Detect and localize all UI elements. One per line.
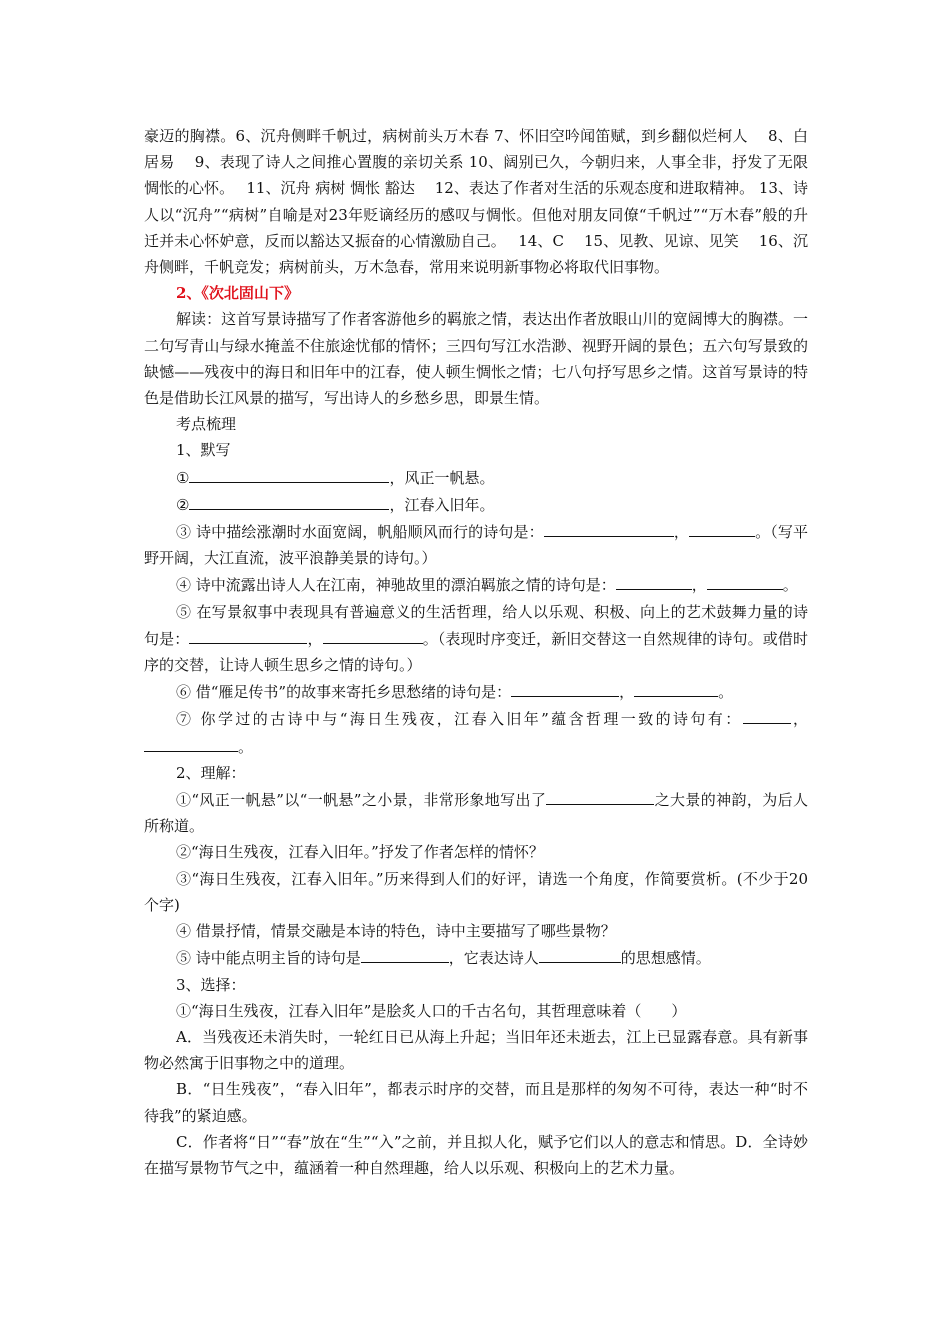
option-b: B．“日生残夜”，“春入旧年”，都表示时序的交替，而且是那样的匆匆不可待，表达一种“时不待我”的紧迫感。: [144, 1080, 808, 1125]
section-heading: 2、《次北固山下》: [176, 284, 299, 303]
document-content: [144, 123, 808, 1181]
answer-blank[interactable]: [616, 571, 692, 590]
part1-q6: ⑥ 借“雁足传书”的故事来寄托乡思愁绪的诗句是： ， 。: [144, 678, 808, 705]
answer-blank[interactable]: [707, 571, 783, 590]
part1-q1: ① ，风正一帆悬。: [144, 464, 808, 491]
answer-blank[interactable]: [544, 518, 674, 537]
exam-points-title: 考点梳理: [176, 415, 237, 434]
answer-blank[interactable]: [546, 786, 654, 805]
part1-q3: ③ 诗中描绘涨潮时水面宽阔，帆船顺风而行的诗句是： ， 。（写平野开阔，大江直流，波平浪静美景的诗句。）: [144, 518, 808, 571]
answer-blank[interactable]: [743, 705, 791, 724]
answer-blank[interactable]: [189, 625, 307, 644]
part2-q2: ②“海日生残夜，江春入旧年。”抒发了作者怎样的情怀？: [176, 843, 544, 862]
part1-q5: ⑤ 在写景叙事中表现具有普遍意义的生活哲理，给人以乐观、积极、向上的艺术鼓舞力量的诗句是： ， 。（表现时序变迁，新旧交替这一自然规律的诗句。或借时序的交替，让诗人顿生思乡之情的诗句。）: [144, 602, 808, 675]
part3-q1: ①“海日生残夜，江春入旧年”是脍炙人口的千古名句，其哲理意味着（ ）: [176, 1001, 687, 1020]
part2-q3: ③“海日生残夜，江春入旧年。”历来得到人们的好评，请选一个角度，作简要赏析。(不少于20个字): [144, 869, 808, 914]
part2-q5: ⑤ 诗中能点明主旨的诗句是 ，它表达诗人 的思想感情。: [144, 944, 808, 971]
answer-blank[interactable]: [189, 464, 389, 483]
answer-blank[interactable]: [689, 518, 755, 537]
part1-q4: ④ 诗中流露出诗人人在江南，神驰故里的漂泊羁旅之情的诗句是： ， 。: [144, 571, 808, 598]
option-a: A．当残夜还未消失时，一轮红日已从海上升起；当旧年还未逝去，江上已显露春意。具有新事物必然寓于旧事物之中的道理。: [144, 1027, 808, 1073]
answer-blank[interactable]: [323, 625, 423, 644]
answer-blank[interactable]: [539, 944, 621, 963]
answer-blank[interactable]: [361, 944, 449, 963]
part2-title: 2、理解：: [176, 763, 246, 782]
part2-q4: ④ 借景抒情，情景交融是本诗的特色，诗中主要描写了哪些景物？: [176, 922, 616, 941]
part1-title: 1、默写: [176, 441, 231, 460]
part1-q2: ② ，江春入旧年。: [144, 491, 808, 518]
part3-title: 3、选择：: [176, 975, 246, 994]
answer-blank[interactable]: [511, 678, 619, 697]
part2-q1: ①“风正一帆悬”以“一帆悬”之小景，非常形象地写出了 之大景的神韵，为后人所称道。: [144, 786, 808, 839]
answers-paragraph: 豪迈的胸襟。6、沉舟侧畔千帆过，病树前头万木春 7、怀旧空吟闻笛赋，到乡翻似烂柯人 8、白居易 9、表现了诗人之间推心置腹的亲切关系 10、阔别已久，今朝归来，人事全非，抒发了无限惆怅的心怀。 11、沉舟 病树 惆怅 豁达 12、表达了作者对生活的乐观态度和进取精神。 13、诗人以“沉舟”“病树”自喻是对23年贬谪经历的感叹与惆怅。但他对朋友同僚“千帆过”“万木春”般的升迁并未心怀妒意，反而以豁达又振奋的心情激励自己。 14、C 15、见教、见谅、见笑 16、沉舟侧畔，千帆竞发；病树前头，万木急春，常用来说明新事物必将取代旧事物。: [144, 127, 808, 277]
answer-blank[interactable]: [634, 678, 718, 697]
option-c-d: C．作者将“日”“春”放在“生”“入”之前，并且拟人化，赋予它们以人的意志和情思。D．全诗妙在描写景物节气之中，蕴涵着一种自然理趣，给人以乐观、积极向上的艺术力量。: [144, 1132, 808, 1177]
part1-q7: ⑦ 你学过的古诗中与“海日生残夜，江春入旧年”蕴含哲理一致的诗句有： ，。: [144, 705, 808, 759]
interpretation-paragraph: 解读：这首写景诗描写了作者客游他乡的羁旅之情，表达出作者放眼山川的宽阔博大的胸襟。一二句写青山与绿水掩盖不住旅途忧郁的情怀；三四句写江水浩渺、视野开阔的景色；五六句写景致的缺憾——残夜中的海日和旧年中的江春，使人顿生惆怅之情；七八句抒写思乡之情。这首写景诗的特色是借助长江风景的描写，写出诗人的乡愁乡思，即景生情。: [144, 310, 808, 408]
answer-blank[interactable]: [144, 733, 238, 752]
answer-blank[interactable]: [189, 491, 389, 510]
